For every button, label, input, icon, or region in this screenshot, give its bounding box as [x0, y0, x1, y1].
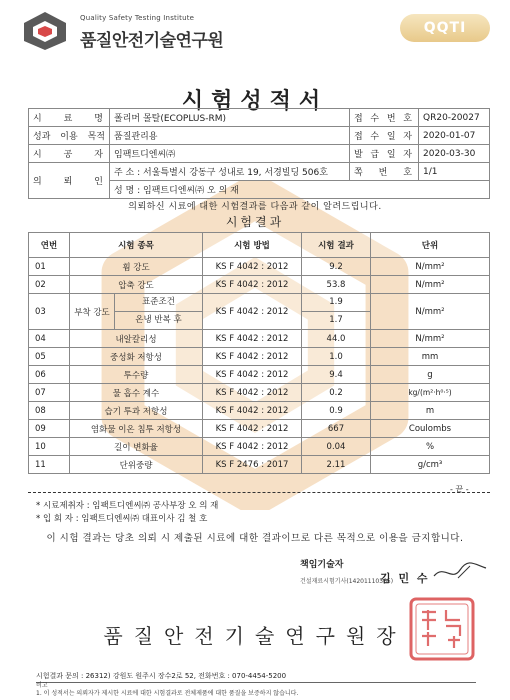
page-no: 1/1: [419, 163, 490, 181]
intro-text: 의뢰하신 시료에 대한 시험결과를 다음과 같이 알려드립니다.: [128, 202, 382, 212]
table-row: 05 중성화 저항성 KS F 4042 : 2012 1.0 mm: [29, 348, 490, 366]
institute-name-ko: 품질안전기술연구원: [80, 31, 224, 51]
table-row: 01 휨 강도 KS F 4042 : 2012 9.2 N/mm²: [29, 258, 490, 276]
purpose: 품질관리용: [110, 127, 350, 145]
receipt-no-label: 접 수 번 호: [350, 109, 419, 127]
institute-name-en: Quality Safety Testing Institute: [80, 14, 195, 22]
client-rep: 성 명 : 임팩트디엔씨㈜ 오 의 재: [110, 181, 490, 199]
issue-date: 2020-03-30: [419, 145, 490, 163]
receipt-date-label: 접 수 일 자: [350, 127, 419, 145]
table-row: 06 투수량 KS F 4042 : 2012 9.4 g: [29, 366, 490, 384]
results-table: [28, 232, 490, 474]
engineer-license: 건설재료시험기사(14201110365): [300, 578, 394, 585]
header-no: 연번: [29, 233, 70, 258]
issue-date-label: 발 급 일 자: [350, 145, 419, 163]
notes: [36, 500, 218, 526]
receipt-date: 2020-01-07: [419, 127, 490, 145]
note-witness: * 입 회 자 : 임팩트디엔씨㈜ 대표이사 김 철 호: [36, 514, 208, 524]
institute-logo-icon: [20, 10, 70, 52]
table-row: 04 내알칼리성 KS F 4042 : 2012 44.0 N/mm²: [29, 330, 490, 348]
engineer-name: 김 민 수: [380, 572, 430, 585]
sub-item-standard: 표준조건: [115, 294, 202, 312]
institute-director-title: 품질안전기술연구원장: [103, 624, 407, 648]
results-title: 시험결과: [225, 215, 285, 229]
header-unit: 단위: [371, 233, 490, 258]
qqti-badge: QQTI: [400, 14, 490, 42]
table-row: 03 부착 강도 표준조건 온냉 반복 후 KS F 4042 : 2012 1.9 1.7 N/mm²: [29, 294, 490, 330]
note-tester: * 시료제취자 : 임팩트디엔씨㈜ 공사부장 오 의 재: [36, 501, 219, 511]
item-adhesion: 부착 강도: [70, 294, 115, 329]
purpose-label: 성과 이용 목적: [29, 127, 110, 145]
info-table: [28, 108, 490, 199]
header-result: 시험 결과: [302, 233, 371, 258]
client-address: 주 소 : 서울특별시 강동구 성내로 19, 서경빌딩 506호: [110, 163, 350, 181]
sample-name: 폴리머 몰탈(ECOPLUS-RM): [110, 109, 350, 127]
engineer-title: 책임기술자: [300, 560, 344, 570]
table-row: 10 길이 변화율 KS F 4042 : 2012 0.04 %: [29, 438, 490, 456]
applicant: 임팩트디엔씨㈜: [110, 145, 350, 163]
remarks-line: 1. 이 성적서는 의뢰자가 제시한 시료에 대한 시험결과로 전체제품에 대한 품질을 보증하지 않습니다.: [36, 690, 299, 697]
table-row: 11 단위중량 KS F 2476 : 2017 2.11 g/cm³: [29, 456, 490, 474]
client-label: 의 뢰 인: [29, 163, 110, 199]
remarks: [36, 682, 476, 698]
header-item: 시험 종목: [70, 233, 203, 258]
table-row: 08 습기 투과 저항성 KS F 4042 : 2012 0.9 m: [29, 402, 490, 420]
header-method: 시험 방법: [203, 233, 302, 258]
official-seal-stamp: [408, 596, 476, 662]
end-mark: - 끝 -: [450, 485, 469, 494]
document-title: 시험성적서: [181, 89, 329, 114]
inquiry-info: 시험결과 문의 : 26312) 강원도 원주시 장수2로 52, 전화번호 : 070-4454-5200: [36, 671, 476, 683]
table-row: 07 물 흡수 계수 KS F 4042 : 2012 0.2 kg/(m²·h⁰·⁵): [29, 384, 490, 402]
divider: [28, 492, 490, 493]
sub-item-cycle: 온냉 반복 후: [135, 315, 182, 325]
remarks-label: 비고: [36, 682, 48, 689]
usage-statement: 이 시험 결과는 당초 의뢰 시 제출된 시료에 대한 결과이므로 다른 목적으로 이용을 금지합니다.: [46, 533, 464, 544]
receipt-no: QR20-20027: [419, 109, 490, 127]
result-standard: 1.9: [302, 294, 370, 312]
result-cycle: 1.7: [329, 315, 343, 325]
page-no-label: 쪽 번 호: [350, 163, 419, 181]
applicant-label: 시 공 자: [29, 145, 110, 163]
table-row: 02 압축 강도 KS F 4042 : 2012 53.8 N/mm²: [29, 276, 490, 294]
table-row: 09 염화물 이온 침투 저항성 KS F 4042 : 2012 667 Coulombs: [29, 420, 490, 438]
sample-name-label: 시 료 명: [29, 109, 110, 127]
signature-image: [430, 560, 490, 584]
